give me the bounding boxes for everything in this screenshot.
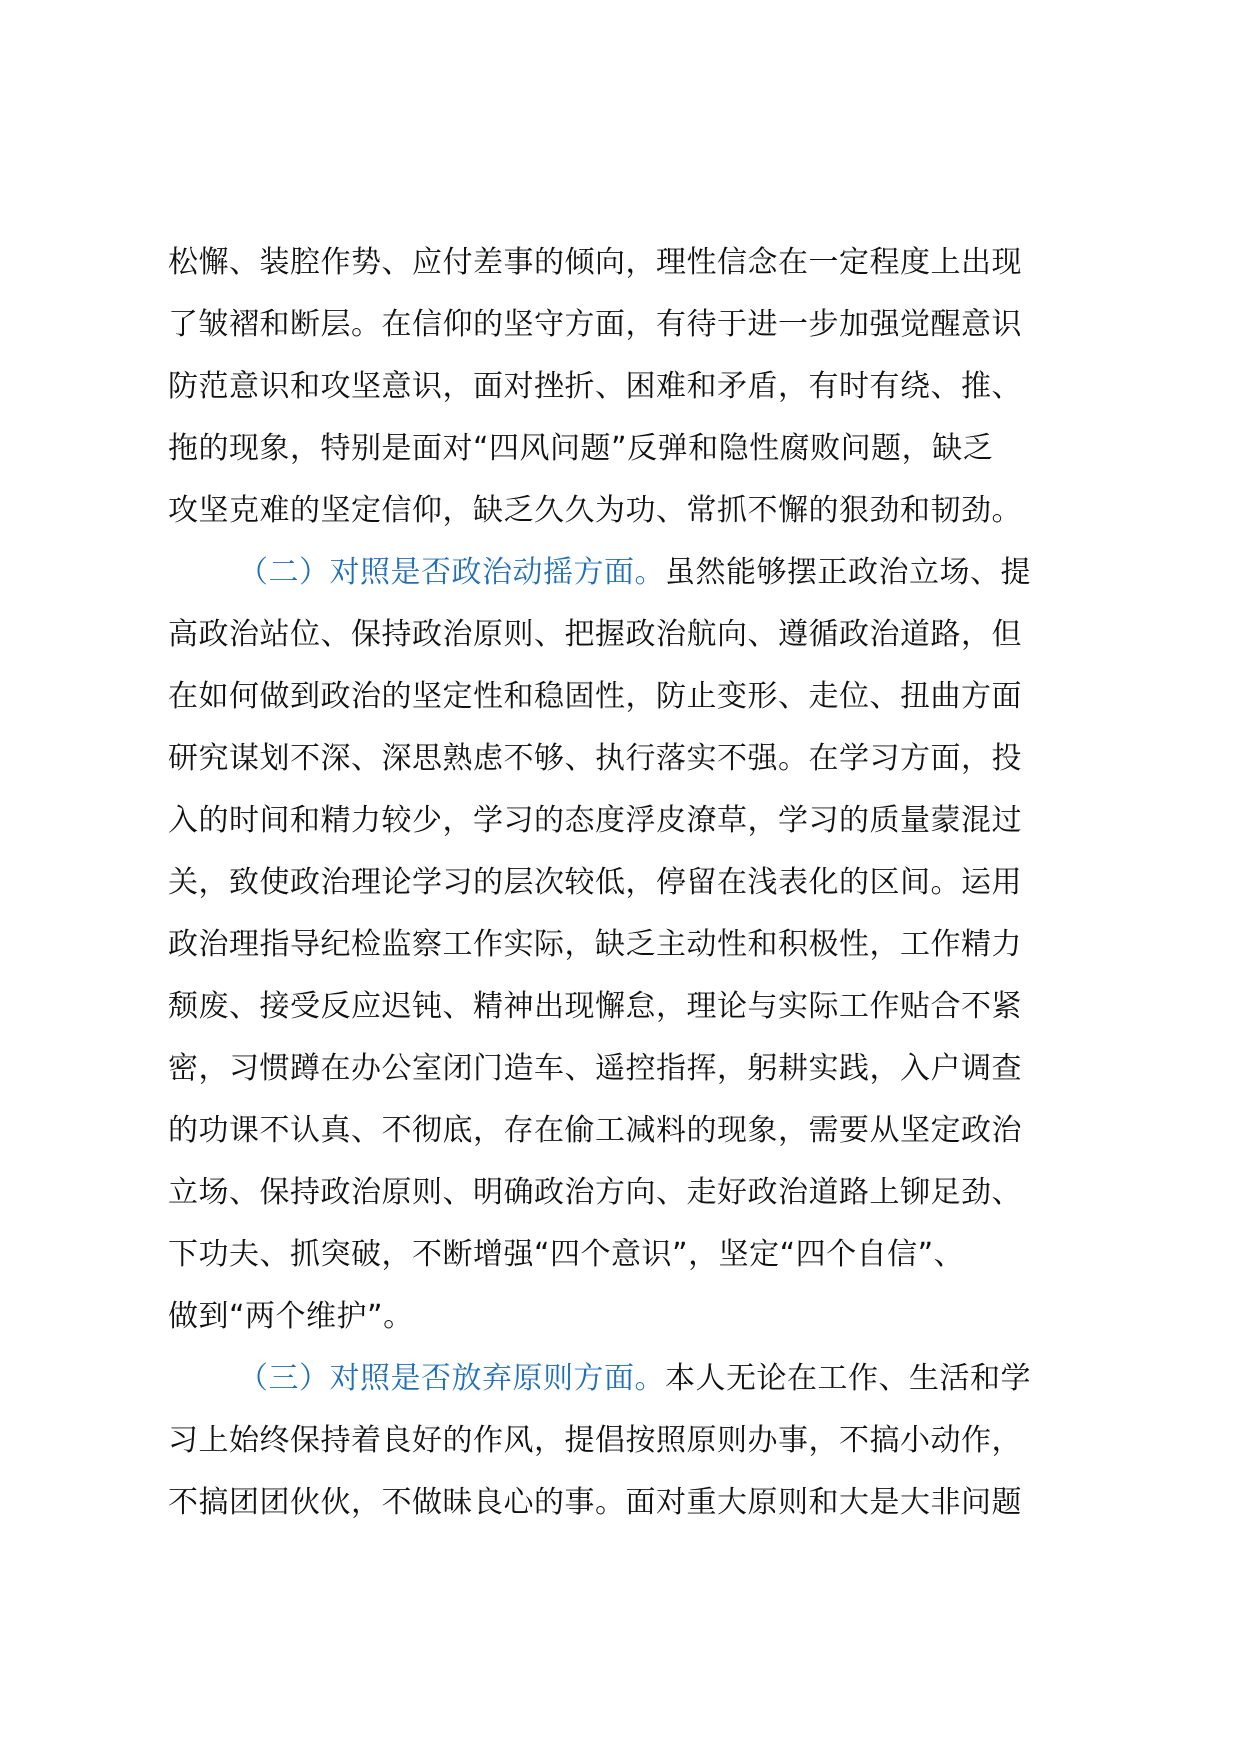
body-line: 松懈、装腔作势、应付差事的倾向，理性信念在一定程度上出现	[168, 245, 1022, 280]
body-line: 立场、保持政治原则、明确政治方向、走好政治道路上铆足劲、	[168, 1175, 1022, 1210]
body-line: 拖的现象，特别是面对“四风问题”反弹和隐性腐败问题，缺乏	[168, 431, 994, 466]
body-line: 不搞团团伙伙，不做昧良心的事。面对重大原则和大是大非问题	[168, 1485, 1022, 1520]
body-line: 防范意识和攻坚意识，面对挫折、困难和矛盾，有时有绕、推、	[168, 369, 1022, 404]
body-line: 下功夫、抓突破，不断增强“四个意识”，坚定“四个自信”、	[168, 1237, 965, 1272]
body-line: 高政治站位、保持政治原则、把握政治航向、遵循政治道路，但	[168, 617, 1022, 652]
section-2-first-line	[168, 542, 1098, 604]
body-line: 政治理指导纪检监察工作实际，缺乏主动性和积极性，工作精力	[168, 927, 1022, 962]
section-3-lead-text: 本人无论在工作、生活和学	[665, 1361, 1031, 1396]
section-3-first-line	[168, 1348, 1098, 1410]
section-2-heading: （二）对照是否政治动摇方面。	[238, 555, 665, 590]
body-line: 的功课不认真、不彻底，存在偷工减料的现象，需要从坚定政治	[168, 1113, 1022, 1148]
body-line: 关，致使政治理论学习的层次较低，停留在浅表化的区间。运用	[168, 865, 1022, 900]
body-line: 了皱褶和断层。在信仰的坚守方面，有待于进一步加强觉醒意识	[168, 307, 1022, 342]
body-line: 研究谋划不深、深思熟虑不够、执行落实不强。在学习方面，投	[168, 741, 1022, 776]
document-body	[168, 232, 1098, 1534]
body-line: 密，习惯蹲在办公室闭门造车、遥控指挥，躬耕实践，入户调查	[168, 1051, 1022, 1086]
body-line: 习上始终保持着良好的作风，提倡按照原则办事，不搞小动作，	[168, 1423, 1022, 1458]
body-line: 攻坚克难的坚定信仰，缺乏久久为功、常抓不懈的狠劲和韧劲。	[168, 493, 1022, 528]
body-line: 在如何做到政治的坚定性和稳固性，防止变形、走位、扭曲方面	[168, 679, 1022, 714]
section-2-lead-text: 虽然能够摆正政治立场、提	[665, 555, 1031, 590]
body-line: 做到“两个维护”。	[168, 1299, 414, 1334]
section-3-heading: （三）对照是否放弃原则方面。	[238, 1361, 665, 1396]
body-line: 入的时间和精力较少，学习的态度浮皮潦草，学习的质量蒙混过	[168, 803, 1022, 838]
body-line: 颓废、接受反应迟钝、精神出现懈怠，理论与实际工作贴合不紧	[168, 989, 1022, 1024]
